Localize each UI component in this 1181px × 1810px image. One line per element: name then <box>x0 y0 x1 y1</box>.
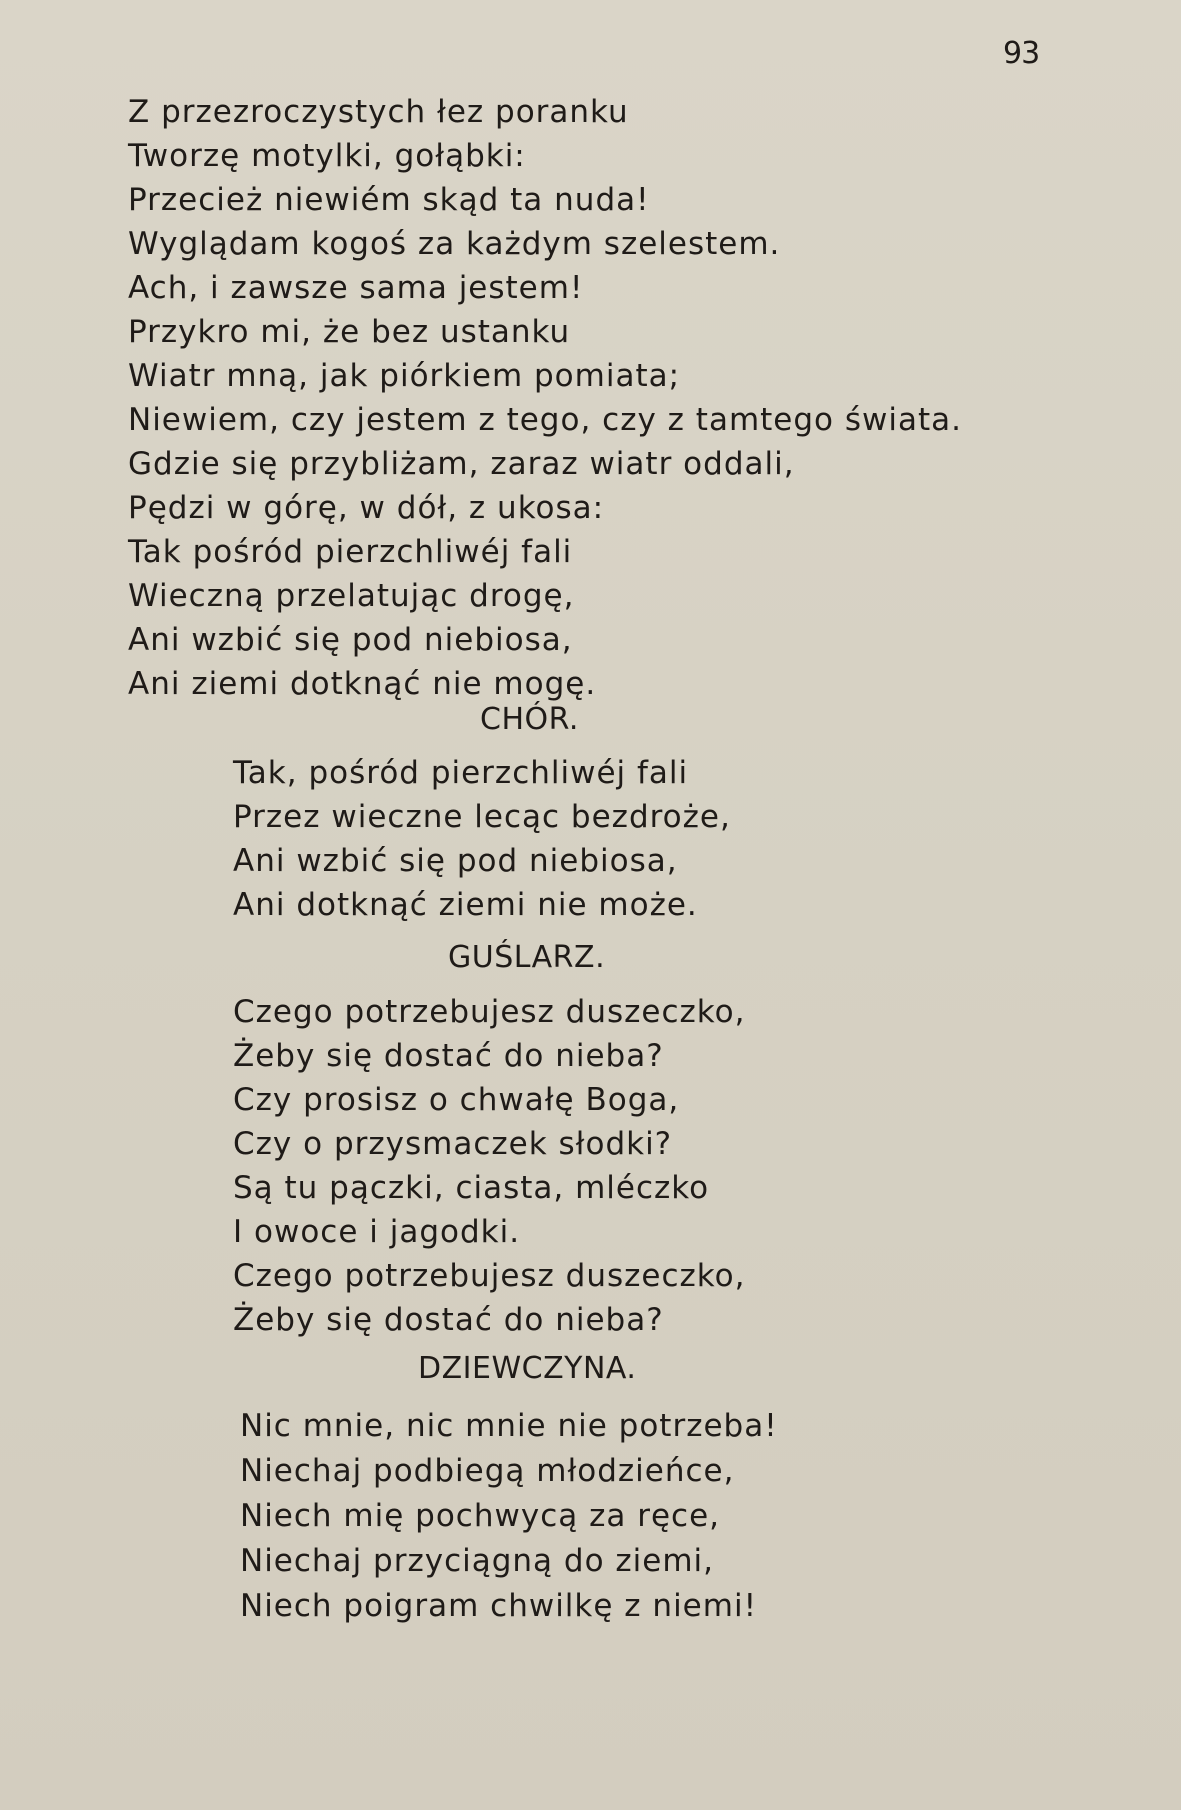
speaker-heading-chor: CHÓR. <box>480 702 579 737</box>
verse-line: Czy prosisz o chwałę Boga, <box>233 1082 680 1118</box>
stanza-opening-monologue <box>128 90 962 706</box>
verse-line: Przykro mi, że bez ustanku <box>128 314 571 350</box>
verse-line: Ani ziemi dotknąć nie mogę. <box>128 666 597 702</box>
verse-line: Gdzie się przybliżam, zaraz wiatr oddali, <box>128 446 795 482</box>
verse-line: Niewiem, czy jestem z tego, czy z tamtego świata. <box>128 402 962 438</box>
verse-line: Przecież niewiém skąd ta nuda! <box>128 182 650 218</box>
verse-line: Niechaj przyciągną do ziemi, <box>240 1543 715 1579</box>
verse-line: Czego potrzebujesz duszeczko, <box>233 1258 746 1294</box>
verse-line: Przez wieczne lecąc bezdroże, <box>233 799 731 835</box>
stanza-dziewczyna <box>240 1404 778 1629</box>
verse-line: Pędzi w górę, w dół, z ukosa: <box>128 490 605 526</box>
verse-line: Nic mnie, nic mnie nie potrzeba! <box>240 1408 778 1444</box>
verse-line: Ani wzbić się pod niebiosa, <box>233 843 678 879</box>
verse-line: Żeby się dostać do nieba? <box>233 1038 664 1074</box>
verse-line: Czego potrzebujesz duszeczko, <box>233 994 746 1030</box>
verse-line: Wyglądam kogoś za każdym szelestem. <box>128 226 781 262</box>
verse-line: Są tu pączki, ciasta, mléczko <box>233 1170 710 1206</box>
verse-line: Tworzę motylki, gołąbki: <box>128 138 526 174</box>
verse-line: Wiatr mną, jak piórkiem pomiata; <box>128 358 681 394</box>
verse-line: Ani wzbić się pod niebiosa, <box>128 622 573 658</box>
verse-line: Tak, pośród pierzchliwéj fali <box>233 755 689 791</box>
verse-line: Tak pośród pierzchliwéj fali <box>128 534 573 570</box>
verse-line: Niech mię pochwycą za ręce, <box>240 1498 720 1534</box>
verse-line: Wieczną przelatując drogę, <box>128 578 575 614</box>
speaker-heading-dziewczyna: DZIEWCZYNA. <box>418 1351 637 1386</box>
verse-line: I owoce i jagodki. <box>233 1214 521 1250</box>
verse-line: Czy o przysmaczek słodki? <box>233 1126 673 1162</box>
verse-line: Ani dotknąć ziemi nie może. <box>233 887 698 923</box>
speaker-heading-guslarz: GUŚLARZ. <box>448 940 606 975</box>
stanza-guslarz <box>233 990 745 1342</box>
verse-line: Niech poigram chwilkę z niemi! <box>240 1588 757 1624</box>
verse-line: Niechaj podbiegą młodzieńce, <box>240 1453 735 1489</box>
verse-line: Z przezroczystych łez poranku <box>128 94 629 130</box>
verse-line: Ach, i zawsze sama jestem! <box>128 270 584 306</box>
stanza-chorus <box>233 751 731 927</box>
verse-line: Żeby się dostać do nieba? <box>233 1302 664 1338</box>
page-number: 93 <box>1003 36 1040 71</box>
